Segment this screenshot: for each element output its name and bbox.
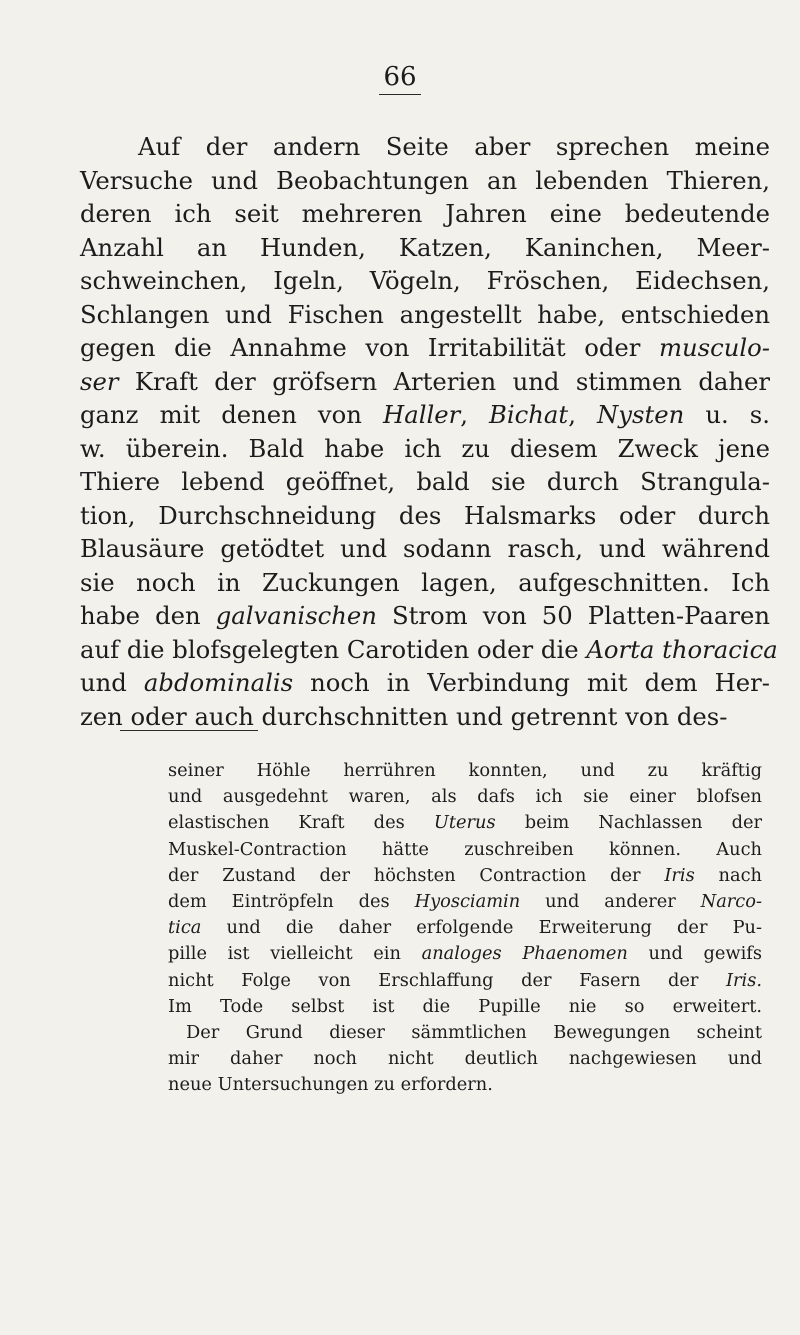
footnote-line: seiner Höhle herrühren konnten, und zu kräftig [168, 760, 762, 781]
text-line: habe den galvanischen Strom von 50 Platten-Paaren [80, 601, 770, 630]
italic-term: abdominalis [143, 668, 294, 697]
footnote-line: pille ist vielleicht ein analoges Phaenomen und gewifs [168, 943, 763, 965]
italic-term: Hyosciamin [414, 891, 521, 913]
italic-term: Narco- [700, 891, 762, 913]
italic-term: Bichat [489, 400, 569, 429]
italic-term: Uterus [433, 812, 496, 834]
text-line: auf die blofsgelegten Carotiden oder die Aorta thoracica [80, 634, 778, 664]
footnote-line: dem Eintröpfeln des Hyosciamin und anderer Narco- [168, 891, 762, 913]
text-line: Anzahl an Hunden, Katzen, Kaninchen, Meer- [80, 232, 770, 262]
page-number [0, 62, 800, 95]
footnote-line: und ausgedehnt waren, als dafs ich sie einer blofsen [168, 786, 762, 808]
footnote-separator-rule [120, 730, 258, 731]
footnote-line: Muskel-Contraction hätte zuschreiben können. Auch [168, 838, 762, 860]
text-line: ganz mit denen von Haller, Bichat, Nysten u. s. [80, 400, 770, 429]
italic-term: musculo- [658, 333, 770, 362]
footnote [168, 758, 762, 1099]
text-line: schweinchen, Igeln, Vögeln, Fröschen, Eidechsen, [80, 266, 770, 295]
footnote-line: der Zustand der höchsten Contraction der Iris nach [168, 864, 762, 886]
text-line: und abdominalis noch in Verbindung mit dem Her- [80, 668, 770, 697]
italic-term: Iris [664, 864, 695, 886]
footnote-line: tica und die daher erfolgende Erweiterung der Pu- [168, 917, 762, 939]
text-line: deren ich seit mehreren Jahren eine bedeutende [80, 199, 770, 228]
text-line: Blausäure getödtet und sodann rasch, und während [80, 534, 770, 563]
italic-term: Nysten [597, 400, 685, 429]
main-paragraph [80, 130, 778, 733]
text-line: Thiere lebend geöffnet, bald sie durch Strangula- [80, 467, 770, 496]
italic-term: Iris. [726, 969, 762, 991]
text-line: Versuche und Beobachtungen an lebenden Thieren, [80, 165, 770, 195]
text-line: Auf der andern Seite aber sprechen meine [138, 132, 770, 161]
text-line: Schlangen und Fischen angestellt habe, entschieden [80, 299, 770, 329]
italic-term: ser [80, 366, 119, 396]
text-line: w. überein. Bald habe ich zu diesem Zweck jene [80, 433, 770, 463]
text-line: gegen die Annahme von Irritabilität oder musculo- [80, 333, 770, 362]
footnote-line: neue Untersuchungen zu erfordern. [168, 1074, 493, 1096]
italic-term: analoges Phaenomen [421, 943, 628, 965]
italic-term: galvanischen [215, 601, 377, 630]
text-line: ser Kraft der gröfsern Arterien und stimmen daher [80, 366, 770, 396]
footnote-line: nicht Folge von Erschlaffung der Fasern der Iris. [168, 969, 762, 991]
text-line: tion, Durchschneidung des Halsmarks oder durch [80, 500, 770, 530]
footnote-line: Der Grund dieser sämmtlichen Bewegungen scheint [186, 1022, 762, 1044]
italic-term: Aorta thoracica [586, 634, 778, 664]
footnote-line: Im Tode selbst ist die Pupille nie so erweitert. [168, 995, 762, 1017]
footnote-line: mir daher noch nicht deutlich nachgewiesen und [168, 1048, 762, 1070]
italic-term: tica [168, 917, 202, 939]
text-line: zen oder auch durchschnitten und getrennt von des- [80, 701, 728, 731]
text-line: sie noch in Zuckungen lagen, aufgeschnitten. Ich [80, 567, 770, 597]
footnote-line: elastischen Kraft des Uterus beim Nachlassen der [168, 812, 762, 834]
page-number-value: 66 [379, 62, 420, 95]
italic-term: Haller [383, 400, 461, 429]
